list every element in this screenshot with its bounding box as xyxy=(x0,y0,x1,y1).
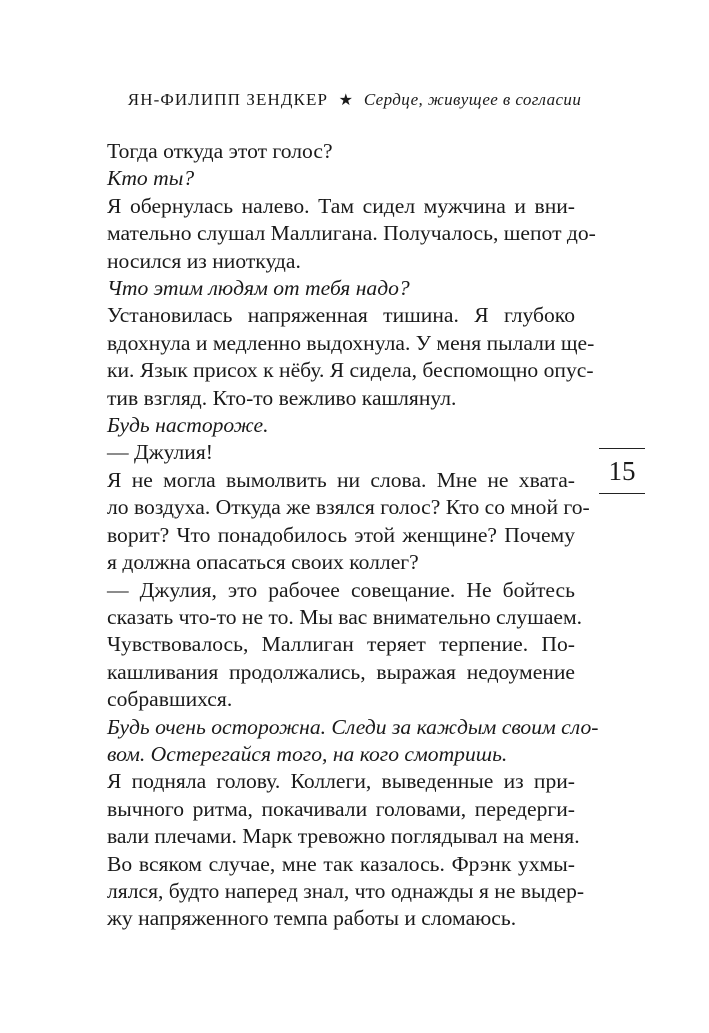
italic-text-line: Что этим людям от тебя надо? xyxy=(107,276,410,301)
running-header xyxy=(0,90,709,110)
text-line: Тогда откуда этот голос? xyxy=(107,139,333,163)
text-line: носился из ниоткуда. xyxy=(107,248,301,273)
text-line: ло воздуха. Откуда же взялся голос? Кто со мной го- xyxy=(107,495,590,520)
text-line: тив взгляд. Кто-то вежливо кашлянул. xyxy=(107,385,457,410)
text-line: кашливания продолжались, выражая недоумение xyxy=(107,659,575,684)
text-line: — Джулия! xyxy=(107,440,213,465)
header-author: ЯН-ФИЛИПП ЗЕНДКЕР xyxy=(127,90,329,109)
text-line: лялся, будто наперед знал, что однажды я не выдер- xyxy=(107,878,585,903)
text-line: Установилась напряженная тишина. Я глубоко xyxy=(107,303,575,328)
text-line: Чувствовалось, Маллиган теряет терпение. По- xyxy=(107,632,575,657)
text-line: вали плечами. Марк тревожно поглядывал на меня. xyxy=(107,824,580,849)
italic-text-line: вом. Остерегайся того, на кого смотришь. xyxy=(107,741,508,766)
text-line: я должна опасаться своих коллег? xyxy=(107,550,419,575)
text-line: Во всяком случае, мне так казалось. Фрэнк ухмы- xyxy=(107,851,575,876)
text-line: Я обернулась налево. Там сидел мужчина и вни- xyxy=(107,193,575,218)
text-line: жу напряженного темпа работы и сломаюсь. xyxy=(107,906,517,931)
text-line: вдохнула и медленно выдохнула. У меня пылали ще- xyxy=(107,330,595,355)
text-line: ки. Язык присох к нёбу. Я сидела, беспомощно опус- xyxy=(107,358,594,383)
text-line: мательно слушал Маллигана. Получалось, шепот до- xyxy=(107,221,596,246)
italic-text-line: Будь очень осторожна. Следи за каждым своим сло- xyxy=(107,714,599,739)
page-number: 15 xyxy=(608,456,636,486)
text-line: — Джулия, это рабочее совещание. Не бойтесь xyxy=(107,577,575,602)
italic-text-line: Будь настороже. xyxy=(107,413,269,438)
body-text xyxy=(107,138,599,933)
page-number-rule-top xyxy=(599,448,645,449)
header-book-title: Сердце, живущее в согласии xyxy=(363,90,582,109)
text-line: Я не могла вымолвить ни слова. Мне не хвата- xyxy=(107,467,575,492)
text-line: сказать что-то не то. Мы вас внимательно слушаем. xyxy=(107,604,583,629)
text-line: собравшихся. xyxy=(107,687,233,712)
text-line: ворит? Что понадобилось этой женщине? Почему xyxy=(107,522,575,547)
text-line: вычного ритма, покачивали головами, передерги- xyxy=(107,796,575,821)
page-number-box xyxy=(599,448,645,494)
star-icon: ★ xyxy=(338,92,354,109)
page-number-rule-bottom xyxy=(599,493,645,494)
italic-text-line: Кто ты? xyxy=(107,166,195,191)
text-line: Я подняла голову. Коллеги, выведенные из при- xyxy=(107,769,575,794)
